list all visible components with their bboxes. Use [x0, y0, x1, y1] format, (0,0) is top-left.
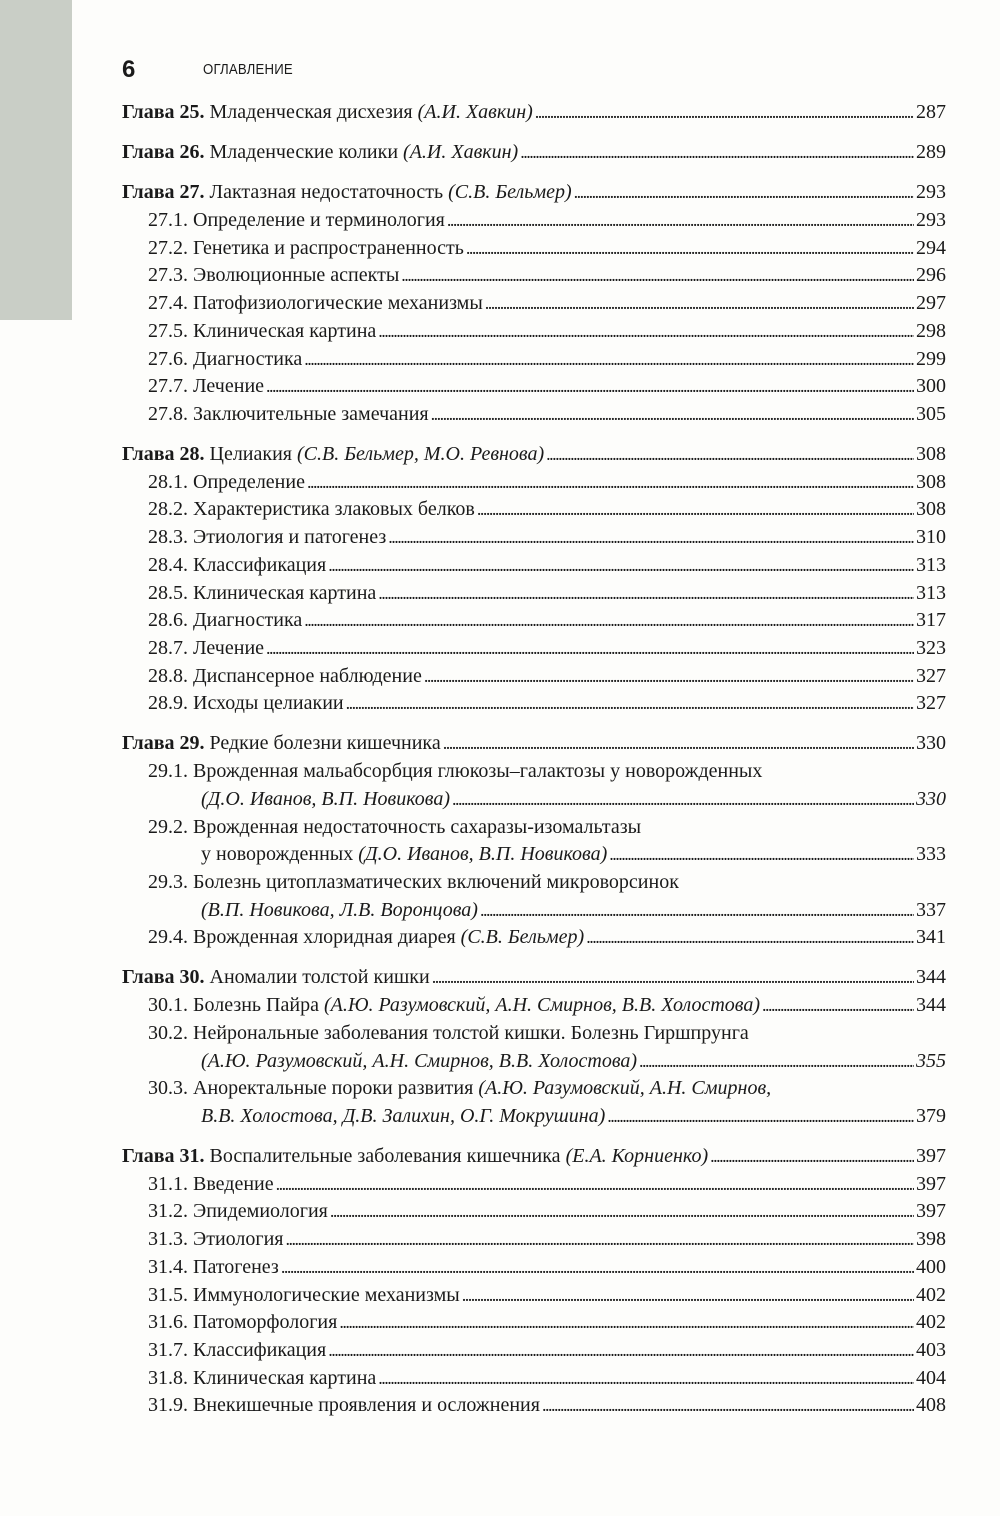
chapter-entry	[122, 99, 946, 127]
section-title	[148, 1198, 328, 1226]
dot-leader	[710, 1143, 914, 1171]
page-ref: 341	[916, 926, 946, 949]
chapter-title	[122, 964, 430, 992]
section-entry	[122, 786, 946, 814]
author-names: (С.В. Бельмер, М.О. Ревнова)	[297, 443, 545, 466]
dot-leader	[480, 897, 914, 925]
page-ref: 305	[916, 402, 946, 425]
entry-text: 28.2. Характеристика злаковых белков	[148, 498, 475, 521]
dot-leader	[443, 730, 914, 758]
entry-text: 27.6. Диагностика	[148, 347, 303, 370]
author-names: (С.В. Бельмер)	[448, 181, 572, 204]
section-title	[148, 814, 641, 842]
section-title	[148, 1309, 337, 1337]
section-entry	[122, 318, 946, 346]
author-names: (А.И. Хавкин)	[417, 101, 533, 123]
entry-text: 28.7. Лечение	[148, 636, 265, 659]
chapter-label: Глава 28.	[122, 443, 205, 466]
page-ref: 333	[916, 843, 946, 866]
dot-leader	[388, 524, 914, 552]
section-list	[122, 207, 946, 429]
dot-leader	[346, 690, 914, 718]
section-entry	[122, 1226, 946, 1254]
page-ref: 293	[916, 209, 946, 232]
dot-leader	[462, 1282, 914, 1310]
chapter-title	[122, 139, 518, 167]
running-header: ОГЛАВЛЕНИЕ	[203, 61, 293, 78]
page-ref: 330	[916, 732, 946, 755]
dot-leader	[447, 207, 914, 235]
entry-text: 31.4. Патогенез	[148, 1255, 279, 1278]
author-names: (А.Ю. Разумовский, А.Н. Смирнов,	[478, 1077, 772, 1100]
page-ref: 287	[916, 101, 946, 123]
section-title	[148, 496, 475, 524]
chapter-entry	[122, 730, 946, 952]
entry-text: 28.3. Этиология и патогенез	[148, 526, 387, 549]
author-names: (А.Ю. Разумовский, А.Н. Смирнов, В.В. Холостова)	[323, 994, 760, 1017]
chapter-label: Глава 29.	[122, 732, 205, 755]
dot-leader	[762, 992, 914, 1020]
entry-text: 29.3. Болезнь цитоплазматических включений микроворсинок	[148, 870, 679, 893]
author-names: (А.И. Хавкин)	[403, 141, 519, 164]
section-entry	[122, 1337, 946, 1365]
page-ref: 402	[916, 1311, 946, 1334]
section-title	[201, 897, 478, 925]
section-title	[148, 1254, 279, 1282]
section-title	[201, 1048, 637, 1076]
section-entry	[122, 1048, 946, 1076]
section-title	[148, 262, 399, 290]
section-entry	[122, 992, 946, 1020]
section-list	[122, 469, 946, 718]
dot-leader	[424, 663, 914, 691]
section-title	[148, 469, 305, 497]
entry-text: 27.5. Клиническая картина	[148, 319, 377, 342]
page-ref: 403	[916, 1338, 946, 1361]
section-entry	[122, 401, 946, 429]
section-title	[148, 1282, 460, 1310]
section-title	[148, 663, 422, 691]
section-title	[148, 607, 302, 635]
chapter-entry	[122, 179, 946, 428]
chapter-title	[122, 99, 533, 127]
dot-leader	[535, 99, 914, 127]
section-entry	[122, 924, 946, 952]
author-names: (А.Ю. Разумовский, А.Н. Смирнов, В.В. Холостова)	[201, 1049, 638, 1072]
chapter-entry	[122, 964, 946, 1130]
dot-leader	[477, 496, 914, 524]
section-entry	[122, 290, 946, 318]
dot-leader	[304, 607, 914, 635]
section-title	[148, 318, 376, 346]
entry-text: 28.6. Диагностика	[148, 609, 303, 632]
author-names: (С.В. Бельмер)	[460, 926, 585, 949]
page-ref: 408	[916, 1394, 946, 1417]
section-entry	[122, 580, 946, 608]
page-ref: 294	[916, 236, 946, 259]
section-entry	[122, 897, 946, 925]
dot-leader	[452, 786, 914, 814]
section-entry	[122, 1309, 946, 1337]
dot-leader	[607, 1103, 914, 1131]
section-entry	[122, 207, 946, 235]
chapter-title-row	[122, 179, 946, 207]
entry-text: 27.8. Заключительные замечания	[148, 402, 429, 425]
chapter-entry	[122, 139, 946, 167]
page-ref: 330	[916, 787, 946, 810]
chapter-label: Глава 30.	[122, 966, 205, 989]
chapter-title	[122, 441, 544, 469]
section-title	[148, 924, 584, 952]
dot-leader	[609, 841, 914, 869]
entry-text: 31.2. Эпидемиология	[148, 1200, 328, 1223]
section-entry	[122, 469, 946, 497]
page-ref: 308	[916, 470, 946, 493]
page-ref: 355	[916, 1049, 946, 1072]
chapter-title-row	[122, 1143, 946, 1171]
section-title	[148, 1075, 771, 1103]
entry-text: Редкие болезни кишечника	[204, 732, 441, 755]
section-entry	[122, 814, 946, 842]
section-title	[148, 1171, 274, 1199]
section-entry	[122, 1282, 946, 1310]
page-ref: 404	[916, 1366, 946, 1389]
page-ref: 402	[916, 1283, 946, 1306]
chapter-label: Глава 27.	[122, 181, 205, 204]
entry-text: 31.3. Этиология	[148, 1228, 284, 1251]
entry-text: 31.1. Введение	[148, 1172, 274, 1195]
page-ref: 297	[916, 292, 946, 315]
dot-leader	[466, 235, 914, 263]
section-entry	[122, 235, 946, 263]
page-ref: 397	[916, 1200, 946, 1223]
section-entry	[122, 552, 946, 580]
entry-text: Лактазная недостаточность	[204, 181, 449, 204]
entry-text: Младенческая дисхезия	[204, 101, 418, 123]
entry-text: 30.2. Нейрональные заболевания толстой кишки. Болезнь Гиршпрунга	[148, 1021, 749, 1044]
entry-text: 27.7. Лечение	[148, 375, 265, 398]
page-ref: 313	[916, 553, 946, 576]
entry-text: 30.3. Аноректальные пороки развития	[148, 1077, 479, 1100]
dot-leader	[285, 1226, 914, 1254]
author-names: (Д.О. Иванов, В.П. Новикова)	[201, 787, 451, 810]
page-ref: 323	[916, 636, 946, 659]
dot-leader	[639, 1048, 914, 1076]
entry-text: 31.8. Клиническая картина	[148, 1366, 377, 1389]
page-ref: 298	[916, 319, 946, 342]
page-ref: 379	[916, 1104, 946, 1127]
section-title	[148, 758, 762, 786]
page-ref: 327	[916, 664, 946, 687]
section-title	[148, 869, 679, 897]
section-title	[201, 786, 450, 814]
section-entry	[122, 1020, 946, 1048]
dot-leader	[542, 1392, 914, 1420]
dot-leader	[266, 635, 914, 663]
section-title	[148, 524, 386, 552]
section-entry	[122, 663, 946, 691]
entry-text: 31.9. Внекишечные проявления и осложнения	[148, 1394, 540, 1417]
page-number: 6	[122, 56, 136, 83]
chapter-label: Глава 25.	[122, 101, 205, 123]
dot-leader	[431, 401, 914, 429]
chapter-title-row	[122, 139, 946, 167]
section-list	[122, 1171, 946, 1420]
section-entry	[122, 869, 946, 897]
section-title	[148, 580, 376, 608]
section-title	[148, 235, 464, 263]
section-title	[148, 373, 264, 401]
page-ref: 308	[916, 443, 946, 466]
page-ref: 293	[916, 181, 946, 204]
author-names: (Е.А. Корниенко)	[565, 1145, 709, 1168]
dot-leader	[432, 964, 914, 992]
dot-leader	[485, 290, 914, 318]
entry-text: у новорожденных	[201, 843, 359, 866]
section-title	[148, 207, 445, 235]
entry-text: 27.4. Патофизиологические механизмы	[148, 292, 483, 315]
dot-leader	[401, 262, 914, 290]
section-title	[148, 346, 302, 374]
entry-text: 27.3. Эволюционные аспекты	[148, 264, 400, 287]
dot-leader	[546, 441, 914, 469]
dot-leader	[339, 1309, 914, 1337]
entry-text: Младенческие колики	[204, 141, 404, 164]
section-entry	[122, 524, 946, 552]
section-entry	[122, 1171, 946, 1199]
section-entry	[122, 690, 946, 718]
section-title	[148, 401, 429, 429]
chapter-label: Глава 26.	[122, 141, 205, 164]
section-list	[122, 758, 946, 952]
dot-leader	[378, 580, 914, 608]
dot-leader	[574, 179, 914, 207]
entry-text: Целиакия	[204, 443, 297, 466]
entry-text: 30.1. Болезнь Пайра	[148, 994, 324, 1017]
entry-text: 27.2. Генетика и распространенность	[148, 236, 464, 259]
dot-leader	[378, 318, 914, 346]
dot-leader	[330, 1198, 914, 1226]
page-ref: 300	[916, 375, 946, 398]
chapter-title-row	[122, 99, 946, 127]
section-title	[148, 1226, 283, 1254]
entry-text: 28.9. Исходы целиакии	[148, 692, 344, 715]
section-title	[148, 1337, 326, 1365]
dot-leader	[266, 373, 914, 401]
section-entry	[122, 1365, 946, 1393]
section-entry	[122, 1392, 946, 1420]
page-ref: 308	[916, 498, 946, 521]
section-title	[201, 841, 607, 869]
entry-text: 29.1. Врожденная мальабсорбция глюкозы–галактозы у новорожденных	[148, 760, 763, 783]
section-entry	[122, 1198, 946, 1226]
dot-leader	[304, 346, 914, 374]
section-entry	[122, 373, 946, 401]
dot-leader	[520, 139, 914, 167]
section-title	[148, 1392, 540, 1420]
author-names: (В.П. Новикова, Л.В. Воронцова)	[201, 898, 478, 921]
dot-leader	[586, 924, 914, 952]
chapter-entry	[122, 441, 946, 718]
chapter-title	[122, 730, 441, 758]
entry-text: 29.2. Врожденная недостаточность сахаразы-изомальтазы	[148, 815, 642, 838]
chapter-title	[122, 179, 572, 207]
entry-text: 31.7. Классификация	[148, 1338, 327, 1361]
section-entry	[122, 841, 946, 869]
page-ref: 310	[916, 526, 946, 549]
entry-text: 28.4. Классификация	[148, 553, 327, 576]
page-ref: 397	[916, 1145, 946, 1168]
page-ref: 317	[916, 609, 946, 632]
section-title	[148, 1020, 749, 1048]
section-entry	[122, 635, 946, 663]
section-title	[148, 992, 760, 1020]
dot-leader	[378, 1365, 914, 1393]
page-ref: 397	[916, 1172, 946, 1195]
entry-text: Воспалительные заболевания кишечника	[204, 1145, 566, 1168]
page-ref: 296	[916, 264, 946, 287]
page-ref: 337	[916, 898, 946, 921]
section-entry	[122, 496, 946, 524]
chapter-label: Глава 31.	[122, 1145, 205, 1168]
page-ref: 299	[916, 347, 946, 370]
section-entry	[122, 607, 946, 635]
dot-leader	[281, 1254, 914, 1282]
entry-text: 28.5. Клиническая картина	[148, 581, 377, 604]
entry-text: Аномалии толстой кишки	[204, 966, 430, 989]
dot-leader	[307, 469, 914, 497]
entry-text: 31.5. Иммунологические механизмы	[148, 1283, 460, 1306]
section-title	[201, 1103, 605, 1131]
page-ref: 344	[916, 994, 946, 1017]
dot-leader	[328, 552, 914, 580]
table-of-contents	[122, 99, 946, 1432]
chapter-title-row	[122, 441, 946, 469]
section-title	[148, 1365, 376, 1393]
section-entry	[122, 758, 946, 786]
entry-text: 28.1. Определение	[148, 470, 305, 493]
entry-text: 31.6. Патоморфология	[148, 1311, 338, 1334]
section-title	[148, 690, 344, 718]
section-entry	[122, 346, 946, 374]
chapter-title-row	[122, 730, 946, 758]
chapter-title-row	[122, 964, 946, 992]
section-list	[122, 992, 946, 1130]
section-entry	[122, 262, 946, 290]
dot-leader	[276, 1171, 914, 1199]
page-ref: 400	[916, 1255, 946, 1278]
section-entry	[122, 1254, 946, 1282]
section-entry	[122, 1075, 946, 1103]
section-entry	[122, 1103, 946, 1131]
section-title	[148, 290, 483, 318]
page-ref: 327	[916, 692, 946, 715]
page-ref: 398	[916, 1228, 946, 1251]
page-ref: 313	[916, 581, 946, 604]
chapter-entry	[122, 1143, 946, 1420]
page-ref: 344	[916, 966, 946, 989]
entry-text: 27.1. Определение и терминология	[148, 209, 445, 232]
author-names: (Д.О. Иванов, В.П. Новикова)	[358, 843, 608, 866]
entry-text: 29.4. Врожденная хлоридная диарея	[148, 926, 461, 949]
page-edge-shadow	[0, 0, 72, 320]
dot-leader	[328, 1337, 914, 1365]
chapter-title	[122, 1143, 708, 1171]
author-names: В.В. Холостова, Д.В. Залихин, О.Г. Мокрушина)	[201, 1104, 606, 1127]
section-title	[148, 552, 326, 580]
page-ref: 289	[916, 141, 946, 164]
entry-text: 28.8. Диспансерное наблюдение	[148, 664, 422, 687]
section-title	[148, 635, 264, 663]
